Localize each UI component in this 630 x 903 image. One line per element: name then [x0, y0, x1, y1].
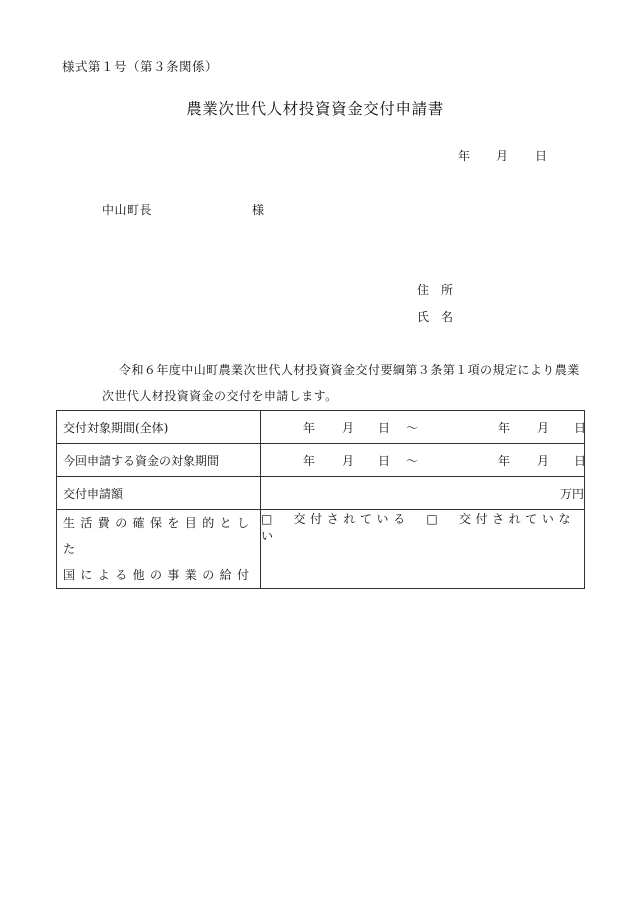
period-start-month: 月: [342, 421, 355, 435]
table-row: [57, 444, 585, 477]
period-start-day: 日: [378, 421, 391, 435]
period-end-year: 年: [498, 454, 511, 468]
period-start-year: 年: [303, 454, 316, 468]
period-end-month: 月: [537, 421, 550, 435]
date-year-label: 年: [458, 149, 471, 163]
period-end-day: 日: [574, 454, 587, 468]
amount-unit: 万円: [559, 486, 584, 501]
other-benefit-label: [57, 510, 261, 589]
period-start-day: 日: [378, 454, 391, 468]
application-table: [56, 410, 585, 589]
period-start-year: 年: [303, 421, 316, 435]
body-text-line-2: 次世代人材投資資金の交付を申請します。: [102, 389, 338, 403]
period-end-year: 年: [498, 421, 511, 435]
period-end-day: 日: [574, 421, 587, 435]
period-tilde: ～: [406, 454, 419, 468]
period-current-label: 今回申請する資金の対象期間: [57, 444, 261, 477]
other-benefit-options[interactable]: □ 交付されている □ 交付されていない: [261, 510, 585, 589]
period-start-month: 月: [342, 454, 355, 468]
document-title: 農業次世代人材投資資金交付申請書: [186, 100, 444, 118]
period-tilde: ～: [406, 421, 419, 435]
table-row: [57, 477, 585, 510]
table-row: [57, 411, 585, 444]
period-total-label: 交付対象期間(全体): [57, 411, 261, 444]
form-number: 様式第１号（第３条関係）: [62, 59, 219, 74]
body-text-line-1: 令和６年度中山町農業次世代人材投資資金交付要綱第３条第１項の規定により農業: [119, 363, 580, 377]
period-end-month: 月: [537, 454, 550, 468]
addressee-name: 中山町長: [102, 203, 153, 217]
date-day-label: 日: [535, 149, 548, 163]
amount-label: 交付申請額: [57, 477, 261, 510]
period-total-value[interactable]: [261, 411, 585, 444]
date-month-label: 月: [496, 149, 509, 163]
address-label: 住 所: [417, 283, 454, 297]
addressee-honorific: 様: [252, 203, 265, 217]
amount-value[interactable]: [261, 477, 585, 510]
table-row: [57, 510, 585, 589]
other-benefit-label-line-2: 国による他の事業の給付: [63, 568, 255, 582]
period-current-value[interactable]: [261, 444, 585, 477]
name-label: 氏 名: [417, 310, 454, 324]
other-benefit-label-line-1: 生活費の確保を目的とした: [63, 516, 255, 556]
